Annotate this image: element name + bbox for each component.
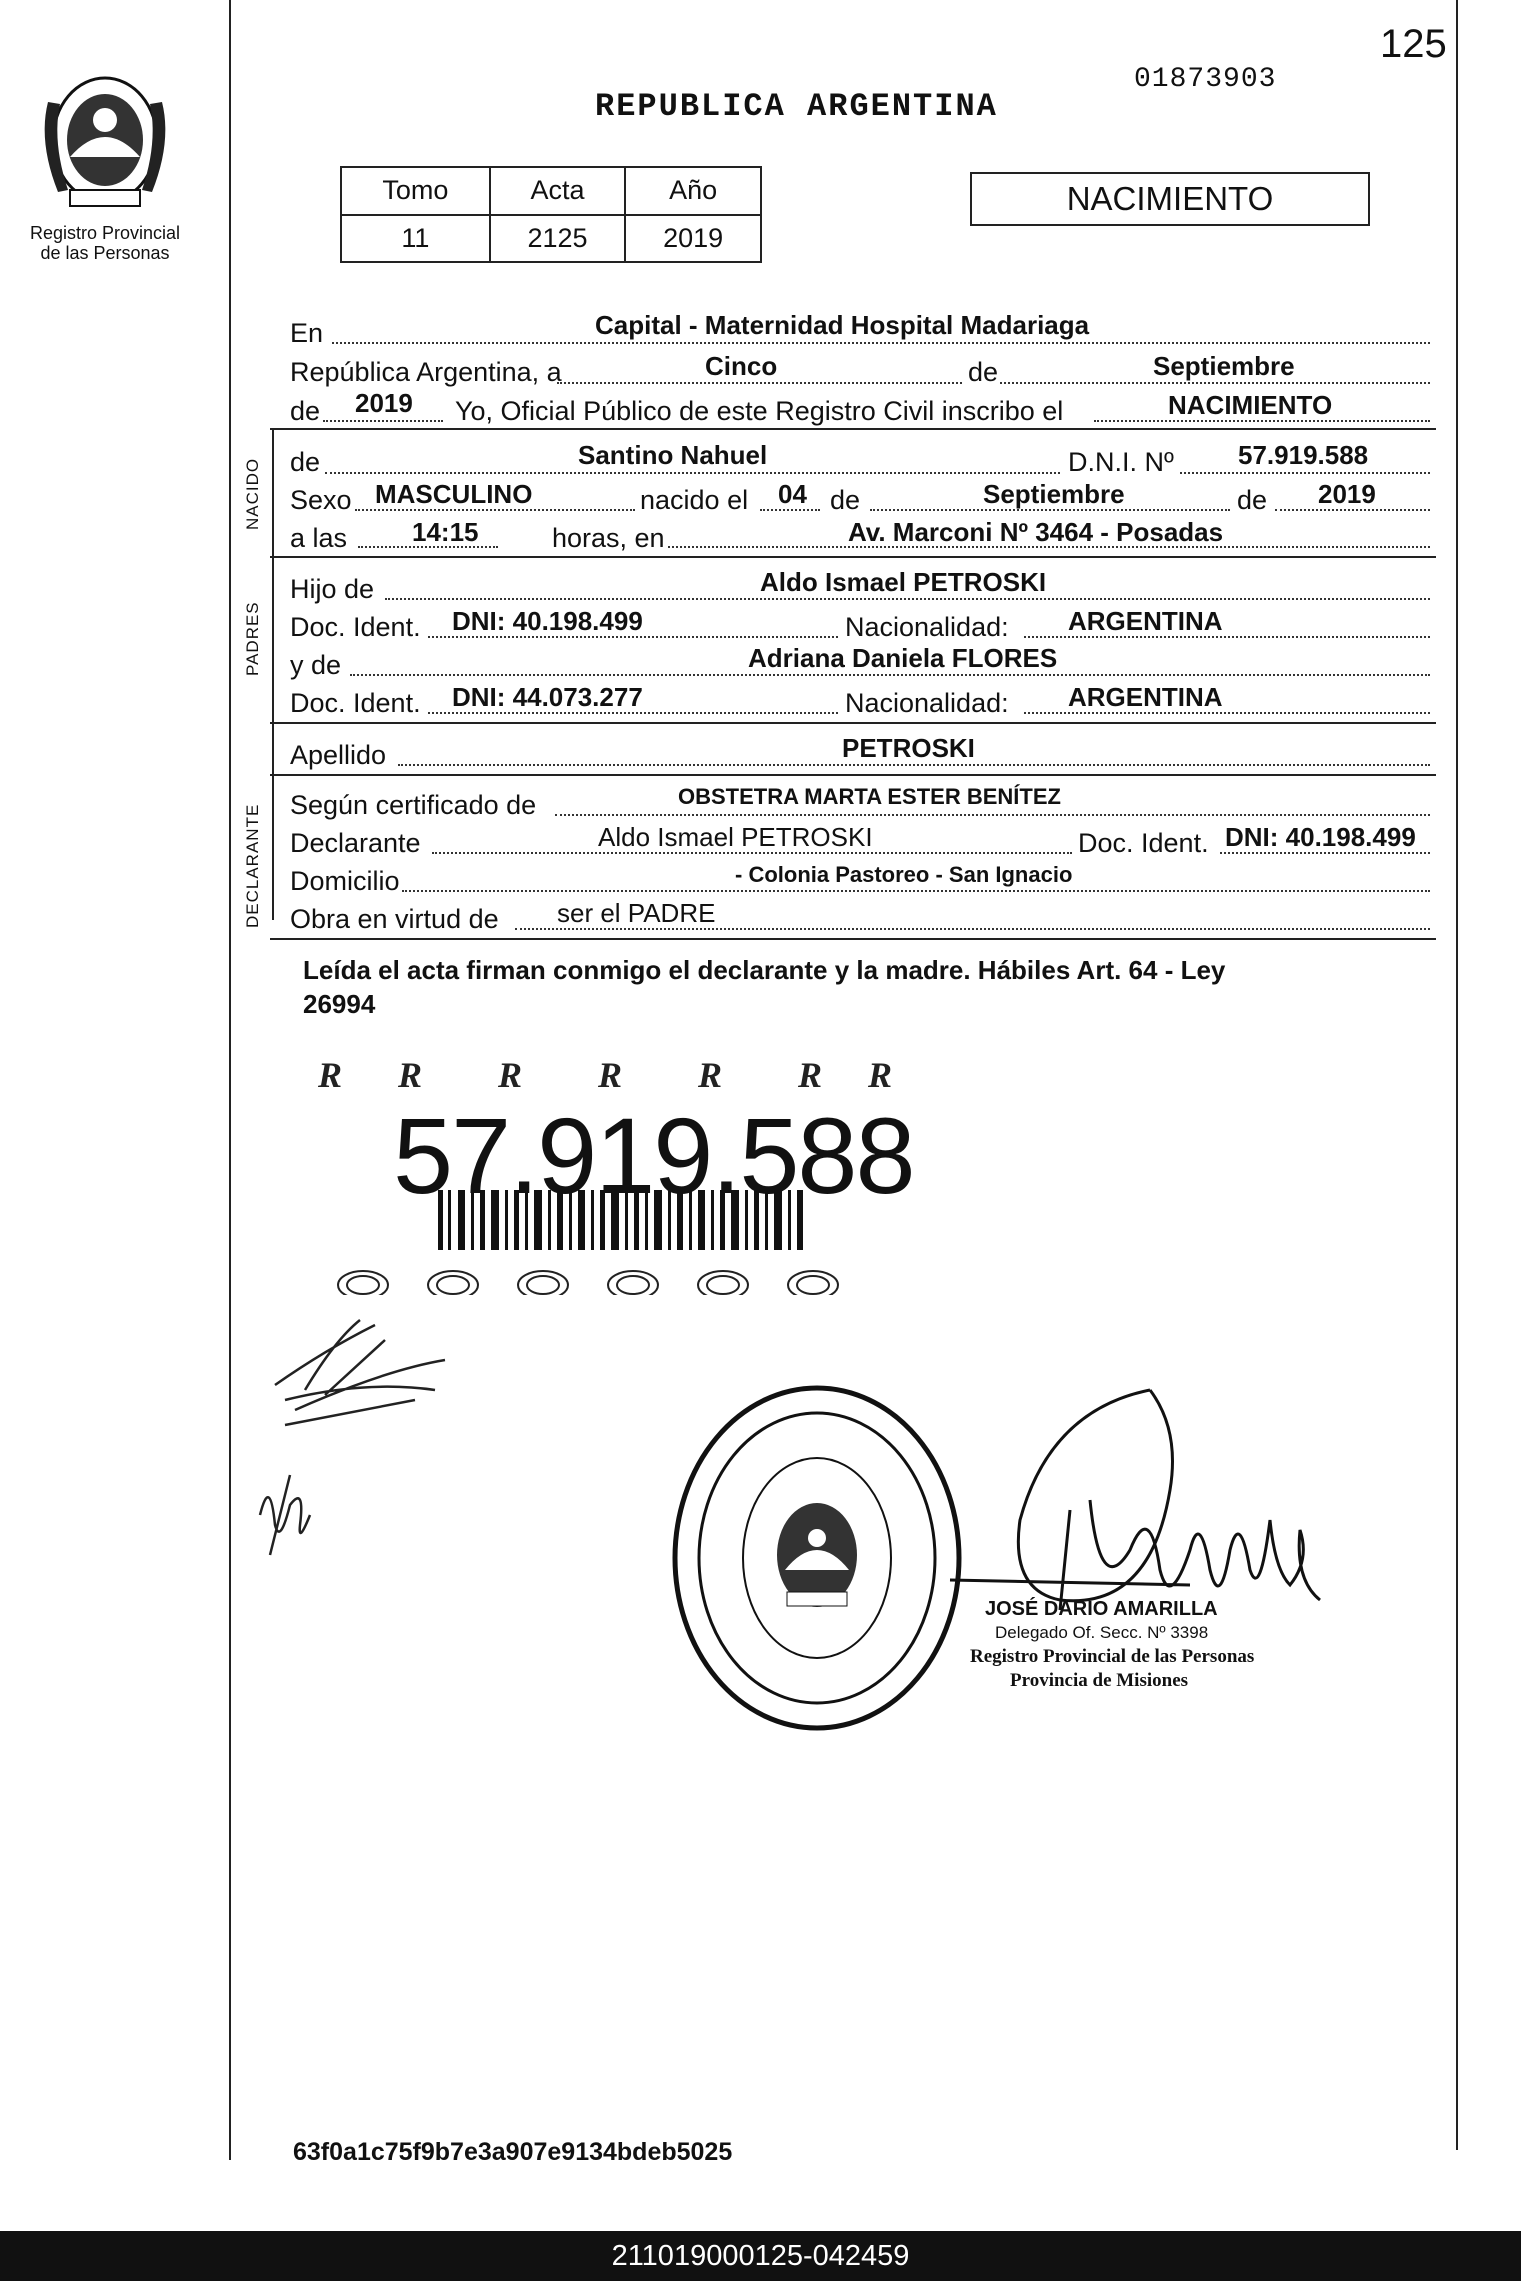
signature-mother	[250, 1465, 340, 1565]
officer-stamp	[970, 1597, 1255, 1693]
label-doc-ident-father: Doc. Ident.	[290, 612, 421, 642]
value-event: NACIMIENTO	[1168, 390, 1333, 420]
misiones-emblem-icon	[30, 62, 180, 217]
serial-number: 01873903	[1134, 64, 1277, 95]
svg-text:R: R	[498, 1055, 523, 1095]
svg-text:R: R	[798, 1055, 823, 1095]
separator-padres	[270, 722, 1436, 724]
separator-nacido	[270, 556, 1436, 558]
registry-value-acta: 2125	[490, 215, 626, 263]
label-de-name: de	[290, 447, 321, 477]
value-certificate-by: OBSTETRA MARTA ESTER BENÍTEZ	[678, 784, 1061, 809]
label-horas-en: horas, en	[552, 523, 665, 553]
barcode-number: 57.919.588	[393, 1095, 914, 1216]
officer-title: Delegado Of. Secc. Nº 3398	[995, 1623, 1209, 1642]
value-father-name: Aldo Ismael PETROSKI	[760, 567, 1047, 597]
svg-text:R: R	[868, 1055, 893, 1095]
value-father-dni: DNI: 40.198.499	[452, 606, 643, 636]
page-number: 125	[1380, 22, 1447, 66]
label-yo-oficial: Yo, Oficial Público de este Registro Civil inscribo el	[455, 396, 1064, 426]
label-obra-en-virtud: Obra en virtud de	[290, 904, 499, 934]
separator-declarante	[270, 938, 1436, 940]
svg-text:R: R	[698, 1055, 723, 1095]
officer-name: JOSÉ DARIO AMARILLA	[985, 1598, 1218, 1620]
org-name	[10, 223, 200, 263]
label-doc-ident-mother: Doc. Ident.	[290, 688, 421, 718]
dots-surname	[398, 764, 1430, 766]
dots-republica	[557, 382, 962, 384]
value-birth-day: 04	[778, 479, 807, 509]
initials-signature-icon	[250, 1465, 340, 1565]
value-day-word: Cinco	[705, 351, 778, 381]
label-apellido: Apellido	[290, 740, 387, 770]
right-margin-line	[1456, 0, 1458, 2150]
label-de-birth-month: de	[830, 485, 861, 515]
value-birth-month: Septiembre	[983, 479, 1125, 509]
provincial-logo	[30, 62, 180, 217]
svg-text:R: R	[598, 1055, 623, 1095]
label-doc-ident-declarant: Doc. Ident.	[1078, 828, 1209, 858]
label-de-birth-year: de	[1237, 485, 1268, 515]
registry-header-tomo: Tomo	[341, 167, 490, 215]
label-de-month: de	[968, 357, 999, 387]
svg-text:R: R	[398, 1055, 423, 1095]
section-divider-line	[272, 430, 274, 920]
dots-dni	[1180, 472, 1430, 474]
dots-month	[1000, 382, 1430, 384]
label-republica: República Argentina, a	[290, 357, 562, 387]
label-dni-no: D.N.I. Nº	[1068, 447, 1174, 477]
dots-certificate	[555, 814, 1430, 816]
label-de-year: de	[290, 396, 321, 426]
separator-apellido	[270, 774, 1436, 776]
org-name-line2: de las Personas	[40, 243, 170, 263]
round-seal-icon	[667, 1380, 967, 1740]
registry-header-row	[341, 167, 761, 215]
value-child-name: Santino Nahuel	[578, 440, 768, 470]
value-place: Capital - Maternidad Hospital Madariaga	[595, 310, 1090, 340]
registry-header-acta: Acta	[490, 167, 626, 215]
left-margin-line	[229, 0, 231, 2160]
value-child-dni: 57.919.588	[1238, 440, 1369, 470]
dots-name	[325, 472, 1060, 474]
officer-province: Provincia de Misiones	[1010, 1670, 1189, 1691]
value-father-nationality: ARGENTINA	[1068, 606, 1223, 636]
label-sexo: Sexo	[290, 485, 352, 515]
side-label-padres: PADRES	[243, 601, 262, 676]
label-y-de: y de	[290, 650, 342, 680]
footer-code: 211019000125-042459	[0, 2231, 1521, 2281]
value-birth-place: Av. Marconi Nº 3464 - Posadas	[848, 517, 1224, 547]
svg-text:R: R	[318, 1055, 343, 1095]
label-domicilio: Domicilio	[290, 866, 400, 896]
label-a-las: a las	[290, 523, 348, 553]
registry-header-ano: Año	[625, 167, 761, 215]
country-title: REPUBLICA ARGENTINA	[595, 88, 998, 125]
dots-father	[385, 598, 1430, 600]
signature-declarant	[265, 1310, 465, 1440]
value-month-word: Septiembre	[1153, 351, 1295, 381]
value-mother-name: Adriana Daniela FLORES	[748, 643, 1058, 673]
value-address: - Colonia Pastoreo - San Ignacio	[735, 862, 1073, 887]
org-name-line1: Registro Provincial	[29, 223, 181, 243]
value-mother-dni: DNI: 44.073.277	[452, 682, 643, 712]
separator-top	[270, 428, 1436, 430]
legal-text-line1: Leída el acta firman conmigo el declarante y la madre. Hábiles Art. 64 - Ley	[303, 955, 1226, 985]
side-label-nacido: NACIDO	[243, 457, 262, 530]
value-capacity: ser el PADRE	[557, 898, 716, 928]
legal-text-line2: 26994	[303, 989, 376, 1019]
registry-value-row	[341, 215, 761, 263]
label-declarante: Declarante	[290, 828, 421, 858]
document-hash: 63f0a1c75f9b7e3a907e9134bdeb5025	[293, 2138, 733, 2166]
label-hijo-de: Hijo de	[290, 574, 375, 604]
officer-office: Registro Provincial de las Personas	[970, 1646, 1255, 1667]
value-declarant: Aldo Ismael PETROSKI	[598, 822, 873, 852]
value-declarant-dni: DNI: 40.198.499	[1225, 822, 1416, 852]
record-type-box: NACIMIENTO	[970, 172, 1370, 226]
registry-table	[340, 166, 762, 263]
value-sex: MASCULINO	[375, 479, 533, 509]
label-nacido-el: nacido el	[640, 485, 749, 515]
dots-mother	[350, 674, 1430, 676]
label-en: En	[290, 318, 324, 348]
handwritten-signature-icon	[265, 1310, 465, 1440]
dots-year	[323, 420, 443, 422]
dots-address	[402, 890, 1430, 892]
value-birth-time: 14:15	[412, 517, 479, 547]
barcode-block	[308, 1045, 914, 1295]
label-segun-certificado: Según certificado de	[290, 790, 537, 820]
value-mother-nationality: ARGENTINA	[1068, 682, 1223, 712]
official-seal	[667, 1380, 967, 1740]
side-label-declarante: DECLARANTE	[243, 803, 262, 928]
registry-value-tomo: 11	[341, 215, 490, 263]
label-nacionalidad-mother: Nacionalidad:	[845, 688, 1009, 718]
value-birth-year: 2019	[1318, 479, 1376, 509]
value-year: 2019	[355, 388, 413, 418]
dots-en	[332, 342, 1430, 344]
label-nacionalidad-father: Nacionalidad:	[845, 612, 1009, 642]
value-surname: PETROSKI	[842, 733, 975, 763]
registry-value-ano: 2019	[625, 215, 761, 263]
legal-text	[303, 953, 1433, 1021]
